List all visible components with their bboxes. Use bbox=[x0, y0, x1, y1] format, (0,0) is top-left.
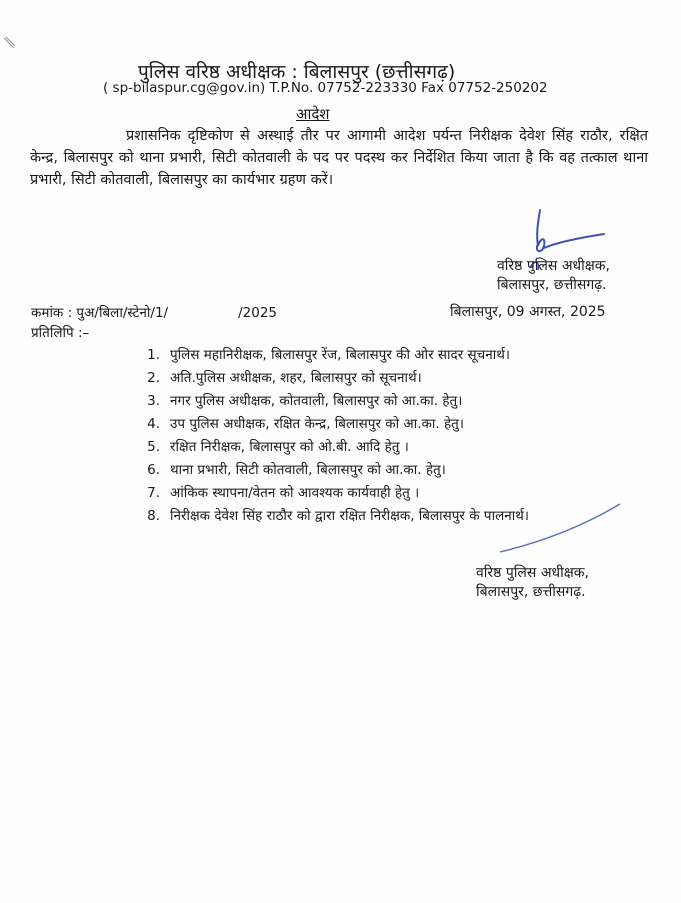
emblem-icon bbox=[2, 36, 16, 50]
signatory-designation: वरिष्ठ पुलिस अधीक्षक, bbox=[497, 258, 610, 274]
signatory-location: बिलासपुर, छत्तीसगढ़. bbox=[476, 584, 586, 600]
order-body: प्रशासनिक दृष्टिकोण से अस्थाई तौर पर आगामी आदेश पर्यन्त निरीक्षक देवेश सिंह राठौर, रक्षित केन्द्र, बिलासपुर को थाना प्रभारी, सिटी कोतवाली के पद पर पदस्थ कर निर्देशित किया जाता है कि वह तत्काल थाना प्रभारी, सिटी कोतवाली, बिलासपुर का कार्यभार ग्रहण करें। bbox=[30, 128, 648, 188]
copy-to-list bbox=[126, 344, 529, 528]
reference-year: /2025 bbox=[238, 305, 278, 321]
list-item: 1. पुलिस महानिरीक्षक, बिलासपुर रेंज, बिलासपुर की ओर सादर सूचनार्थ। bbox=[147, 347, 510, 363]
pen-stroke bbox=[470, 500, 650, 556]
list-item: 3. नगर पुलिस अधीक्षक, कोतवाली, बिलासपुर को आ.का. हेतु। bbox=[147, 393, 463, 409]
signatory-designation: वरिष्ठ पुलिस अधीक्षक, bbox=[476, 565, 589, 581]
contact-line: ( sp-bilaspur.cg@gov.in) T.P.No. 07752-223330 Fax 07752-250202 bbox=[103, 80, 548, 96]
list-item: 8. निरीक्षक देवेश सिंह राठौर को द्वारा रक्षित निरीक्षक, बिलासपुर के पालनार्थ। bbox=[147, 508, 529, 524]
reference-number bbox=[31, 303, 277, 321]
copy-to-label: प्रतिलिपि :– bbox=[31, 325, 90, 341]
list-item: 5. रक्षित निरीक्षक, बिलासपुर को ओ.बी. आदि हेतु । bbox=[147, 439, 409, 455]
signatory-block-bottom bbox=[476, 564, 589, 602]
office-title: पुलिस वरिष्ठ अधीक्षक : बिलासपुर (छत्तीसगढ़) bbox=[138, 61, 456, 83]
list-item: 6. थाना प्रभारी, सिटी कोतवाली, बिलासपुर को आ.का. हेतु। bbox=[147, 462, 446, 478]
order-heading: आदेश bbox=[296, 105, 330, 123]
place-date: बिलासपुर, 09 अगस्त, 2025 bbox=[450, 304, 606, 320]
list-item: 2. अति.पुलिस अधीक्षक, शहर, बिलासपुर को सूचनार्थ। bbox=[147, 370, 422, 386]
list-item: 7. आंकिक स्थापना/वेतन को आवश्यक कार्यवाही हेतु । bbox=[147, 485, 420, 501]
signatory-location: बिलासपुर, छत्तीसगढ़. bbox=[497, 277, 607, 293]
reference-prefix: कमांक : पुअ/बिला/स्टेनो/1/ bbox=[31, 305, 169, 321]
list-item: 4. उप पुलिस अधीक्षक, रक्षित केन्द्र, बिलासपुर को आ.का. हेतु। bbox=[147, 416, 464, 432]
signatory-block-top bbox=[497, 257, 610, 295]
